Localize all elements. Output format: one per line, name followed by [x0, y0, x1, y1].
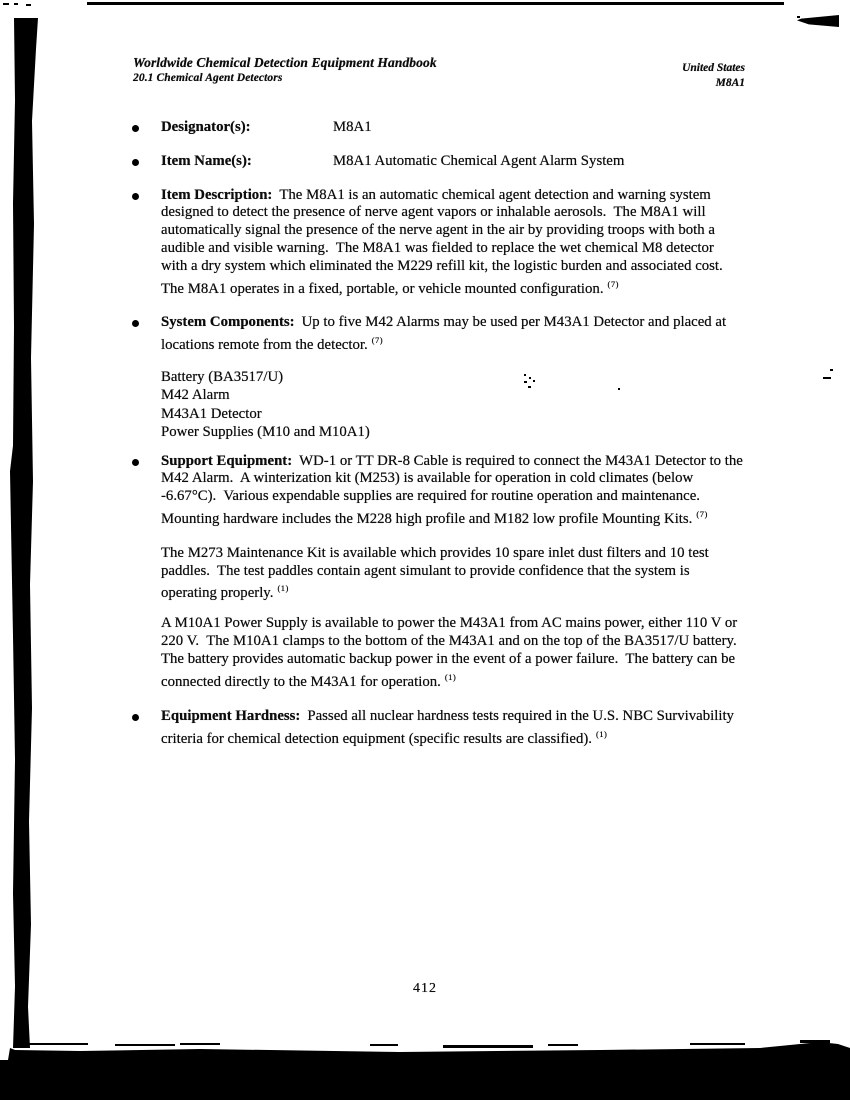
- component-item: Battery (BA3517/U): [161, 368, 284, 385]
- field-row: [132, 153, 747, 171]
- field-value: M8A1: [333, 119, 372, 135]
- scan-speck: [548, 1044, 578, 1046]
- bullet-icon: [132, 320, 139, 327]
- section-body: Up to five M42 Alarms may be used per M43A1 Detector and placed at locations remote from the detector.: [161, 314, 730, 354]
- footnote-superscript: (1): [277, 583, 289, 594]
- header-designator: M8A1: [715, 77, 745, 89]
- footnote-superscript: (1): [595, 729, 608, 740]
- scan-artifact-left-bar: [8, 18, 42, 1048]
- scan-speck: [797, 16, 800, 18]
- scan-speck: [830, 369, 833, 371]
- bullet-icon: [132, 459, 139, 466]
- section-body: Passed all nuclear hardness tests required in the U.S. NBC Survivability criteria for chemical detection equipment (specific results are classified).: [161, 708, 738, 748]
- header-country: United States: [682, 62, 745, 74]
- footnote-superscript: (1): [444, 671, 457, 682]
- field-value: M8A1 Automatic Chemical Agent Alarm System: [333, 152, 625, 169]
- section-text: [161, 119, 743, 137]
- section-text: [161, 452, 747, 529]
- section-text: [161, 187, 743, 299]
- field-row: [132, 119, 747, 137]
- scan-speck: [823, 377, 831, 379]
- scan-speck: [443, 1045, 533, 1048]
- section-text: [161, 314, 743, 355]
- bullet-col: [132, 708, 161, 749]
- bullet-col: [132, 153, 161, 171]
- bullet-col: [132, 314, 161, 355]
- bulleted-section: [132, 453, 747, 529]
- bulleted-section: [132, 314, 747, 355]
- section-label: Item Name(s):: [161, 152, 252, 169]
- section-label: Equipment Hardness:: [161, 708, 301, 725]
- section-label: System Components:: [161, 314, 295, 331]
- scan-artifact-bottom-band: [0, 1042, 850, 1100]
- component-item: Power Supplies (M10 and M10A1): [161, 424, 370, 441]
- scan-speck: [3, 3, 9, 5]
- section-text: [161, 153, 743, 171]
- handbook-section: 20.1 Chemical Agent Detectors: [133, 72, 283, 84]
- component-item: M42 Alarm: [161, 387, 230, 404]
- handbook-title: Worldwide Chemical Detection Equipment Handbook: [133, 55, 437, 70]
- bullet-icon: [132, 714, 139, 721]
- header-left: [133, 55, 437, 85]
- section-label: Designator(s):: [161, 119, 251, 135]
- scan-artifact-top-right-wedge: [797, 15, 839, 27]
- header-right: [682, 55, 745, 91]
- bullet-icon: [132, 159, 139, 166]
- section-label: Support Equipment:: [161, 452, 293, 469]
- footnote-superscript: (7): [696, 508, 708, 519]
- page-header: [133, 55, 745, 91]
- section-body: The M8A1 is an automatic chemical agent detection and warning system designed to detect the presence of nerve agent vapors or inhalable aerosols. The M8A1 will automatically signal the presence of the nerve agent in the air by providing troops with both a audible and visible warning. The M8A1 was fielded to replace the wet chemical M8 detector with a dry system which eliminated the M229 refill kit, the logistic burden and associated cost. The M8A1 operates in a fixed, portable, or vehicle mounted configuration.: [161, 186, 730, 297]
- scan-speck: [370, 1044, 398, 1046]
- component-list: [161, 368, 747, 442]
- scan-speck: [180, 1043, 220, 1045]
- page-number: 412: [413, 981, 437, 996]
- bullet-col: [132, 453, 161, 529]
- paragraph: [161, 545, 743, 603]
- scan-speck: [26, 4, 31, 6]
- section-body: WD-1 or TT DR-8 Cable is required to connect the M43A1 Detector to the M42 Alarm. A winterization kit (M253) is available for operation in cold climates (below -6.67°C). Various expendable supplies are required for routine operation and maintenance. Mounting hardware includes the M228 high profile and M182 low profile Mounting Kits.: [161, 452, 747, 527]
- bulleted-section: [132, 708, 747, 749]
- document-body: [132, 119, 747, 765]
- component-item: M43A1 Detector: [161, 405, 262, 422]
- section-label: Item Description:: [161, 186, 273, 203]
- paragraph-body: The M273 Maintenance Kit is available which provides 10 spare inlet dust filters and 10 test paddles. The test paddles contain agent simulant to provide confidence that the system is operating properly.: [161, 544, 713, 602]
- bulleted-section: [132, 187, 747, 299]
- paragraph: [161, 615, 743, 691]
- bullet-col: [132, 119, 161, 137]
- footnote-superscript: (7): [371, 335, 384, 346]
- bullet-col: [132, 187, 161, 299]
- scan-speck: [115, 1044, 175, 1046]
- scan-speck: [800, 1040, 830, 1043]
- paragraph-body: A M10A1 Power Supply is available to power the M43A1 from AC mains power, either 110 V or 220 V. The M10A1 clamps to the bottom of the M43A1 and on the top of the BA3517/U battery. The battery provides automatic backup power in the event of a power failure. The battery can be connected directly to the M43A1 for operation.: [161, 615, 744, 690]
- scan-speck: [690, 1043, 745, 1045]
- footnote-superscript: (7): [607, 278, 619, 289]
- bullet-icon: [132, 125, 139, 132]
- section-text: [161, 708, 743, 749]
- scan-speck: [18, 1043, 88, 1045]
- scan-speck: [14, 3, 18, 5]
- bullet-icon: [132, 193, 139, 200]
- scan-artifact-top-line: [87, 2, 784, 5]
